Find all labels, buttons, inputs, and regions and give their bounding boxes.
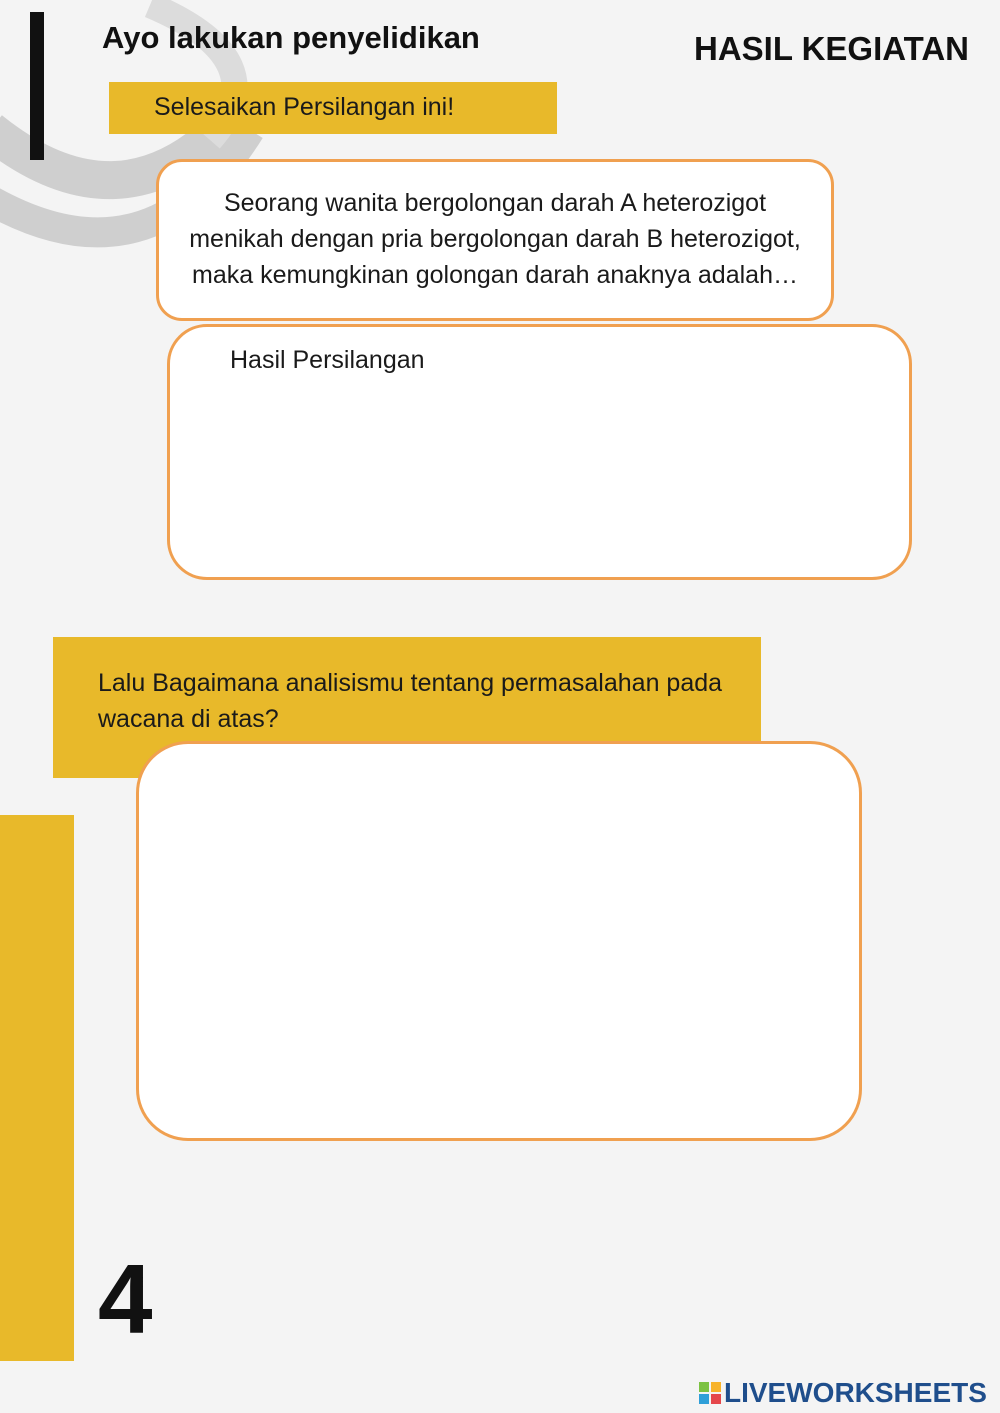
question-box	[156, 159, 834, 321]
side-decorative-bar	[0, 815, 74, 1361]
instruction-text: Selesaikan Persilangan ini!	[154, 93, 455, 121]
analysis-prompt: Lalu Bagaimana analisismu tentang permasalahan pada wacana di atas?	[98, 669, 723, 733]
section-title: HASIL KEGIATAN	[694, 30, 970, 67]
page-number: 4	[98, 1244, 153, 1354]
brand-logo[interactable]	[698, 1376, 987, 1410]
analysis-input-box[interactable]	[136, 741, 862, 1141]
title-accent-bar	[30, 12, 44, 160]
page-title: Ayo lakukan penyelidikan	[102, 20, 480, 55]
answer-label: Hasil Persilangan	[230, 346, 425, 374]
question-text: Seorang wanita bergolongan darah A heterozigot menikah dengan pria bergolongan darah B heterozigot, maka kemungkinan golongan darah anaknya adalah…	[189, 189, 801, 289]
liveworksheets-logo-icon	[698, 1381, 722, 1405]
brand-text: LIVEWORKSHEETS	[724, 1377, 987, 1408]
